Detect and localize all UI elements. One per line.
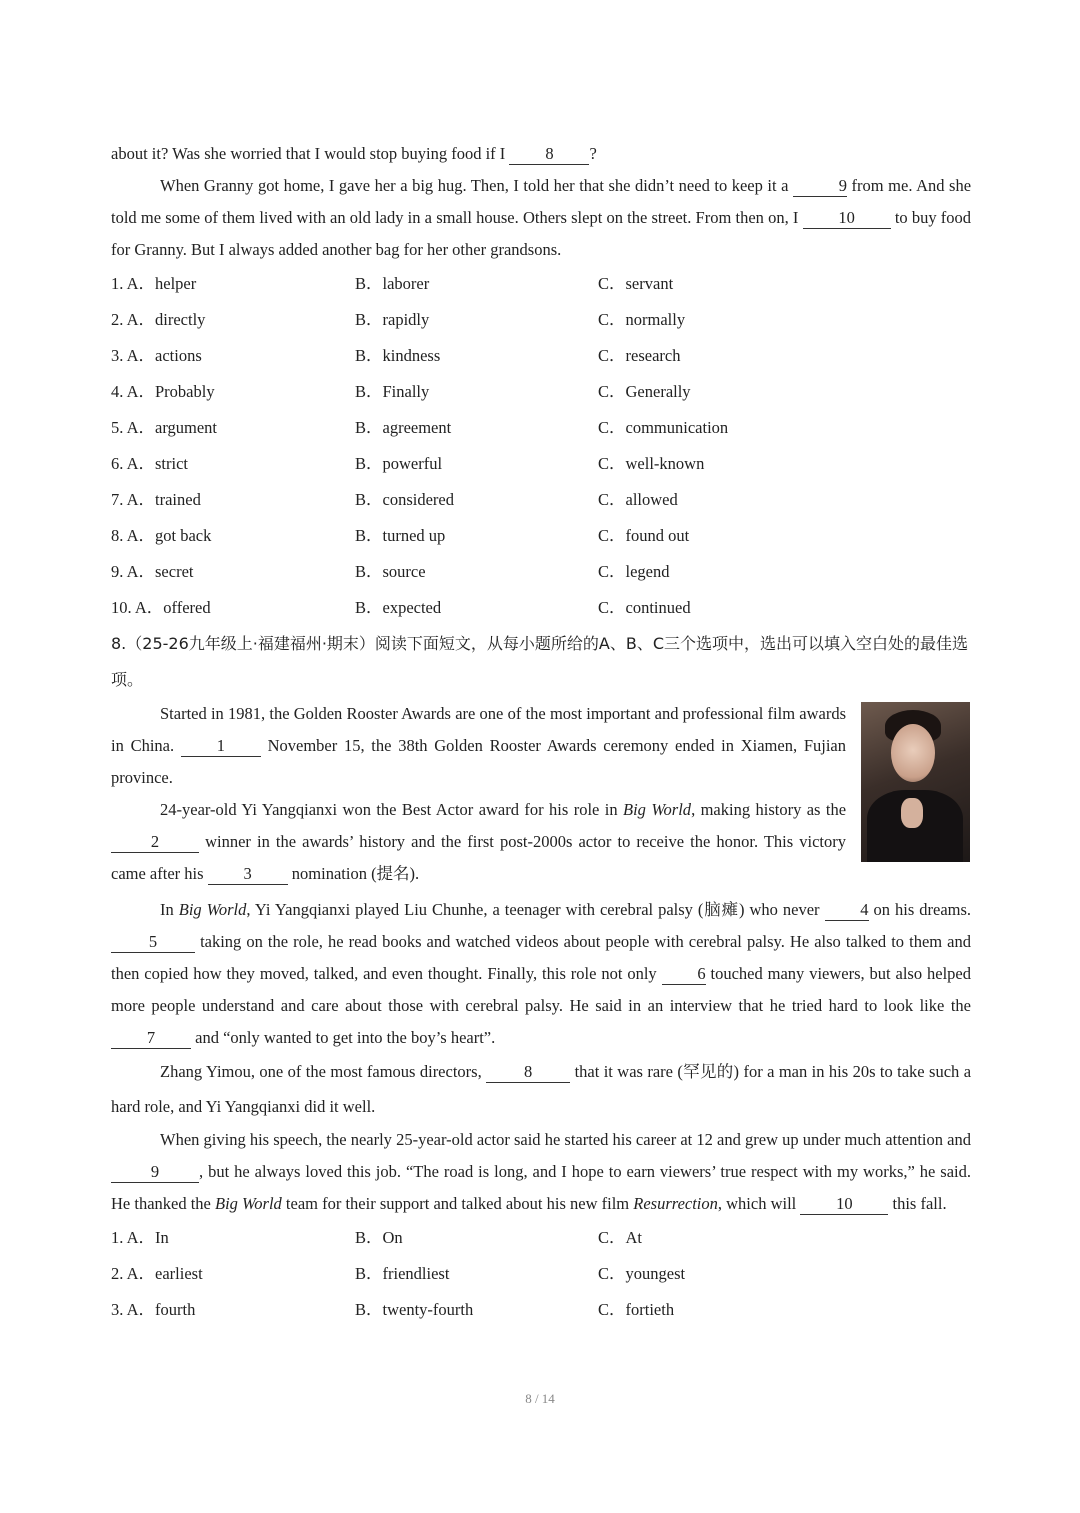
option-a bbox=[111, 1220, 169, 1256]
option-c: C．communication bbox=[598, 418, 729, 437]
option-c: C．Generally bbox=[598, 382, 691, 401]
option-a bbox=[111, 446, 188, 482]
answer-blank: 1 bbox=[181, 736, 261, 757]
article-paragraph bbox=[111, 1054, 971, 1124]
article-paragraph bbox=[111, 1124, 971, 1220]
question-number: 3. bbox=[111, 1300, 124, 1319]
option-b: B．turned up bbox=[355, 526, 446, 545]
option-b: B．On bbox=[355, 1228, 403, 1247]
text-line: nomination (提名). bbox=[291, 864, 420, 883]
option-b: B．agreement bbox=[355, 418, 452, 437]
option-c: C．legend bbox=[598, 562, 670, 581]
option-c: C．servant bbox=[598, 274, 674, 293]
article bbox=[111, 698, 971, 1220]
option-row bbox=[111, 446, 971, 482]
answer-blank: 3 bbox=[208, 864, 288, 885]
option-b: B．Finally bbox=[355, 382, 430, 401]
text-line: When Granny got home, I gave her a big hug. Then, I told her that she didn’t need to keep it a bbox=[160, 176, 789, 195]
option-c: C．continued bbox=[598, 598, 691, 617]
option-row bbox=[111, 482, 971, 518]
text-line: about it? Was she worried that I would stop buying food if I bbox=[111, 144, 506, 163]
photo-face bbox=[891, 724, 935, 782]
passage-paragraph bbox=[111, 170, 971, 266]
question-heading: 8.（25-26九年级上·福建福州·期末）阅读下面短文，从每小题所给的A、B、C三个选项中，选出可以填入空白处的最佳选项。 bbox=[111, 634, 969, 689]
text-line: , but he always loved this job. “The road is long, and I hope to earn viewers’ true respect with my works,” he said. He thanked the bbox=[111, 1162, 971, 1213]
text-line: from me. And she told me some of them lived with an old lady in a small house. Others slept on the street. From then on, I bbox=[111, 176, 972, 227]
actor-photo bbox=[861, 702, 970, 862]
option-b: B．powerful bbox=[355, 454, 443, 473]
option-b: B．source bbox=[355, 562, 426, 581]
option-c: C．fortieth bbox=[598, 1300, 675, 1319]
option-a-text: A．trained bbox=[126, 490, 201, 509]
option-row bbox=[111, 590, 971, 626]
option-a bbox=[111, 266, 196, 302]
option-a-text: A．actions bbox=[126, 346, 202, 365]
question-number: 10. bbox=[111, 598, 132, 617]
option-a bbox=[111, 482, 201, 518]
answer-blank: 4 bbox=[825, 900, 869, 921]
answer-blank: 9 bbox=[793, 176, 847, 197]
option-row bbox=[111, 266, 971, 302]
option-a bbox=[111, 338, 202, 374]
question-number: 2. bbox=[111, 1264, 124, 1283]
option-a bbox=[111, 518, 211, 554]
option-a-text: A．directly bbox=[126, 310, 206, 329]
answer-blank: 10 bbox=[800, 1194, 888, 1215]
answer-blank: 8 bbox=[509, 144, 589, 165]
option-c: C．At bbox=[598, 1228, 643, 1247]
option-a-text: A．fourth bbox=[126, 1300, 196, 1319]
article-paragraph bbox=[111, 698, 846, 794]
text-line: that it was rare (罕见的) for a man in his 20s to take such a hard role, and Yi Yangqianxi did it well. bbox=[111, 1062, 972, 1116]
option-row bbox=[111, 518, 971, 554]
text-line: Started in 1981, the Golden Rooster Awards are one of the most important and professional film awards in China. bbox=[111, 704, 846, 755]
film-title: Big World bbox=[178, 900, 247, 919]
option-a-text: A．earliest bbox=[126, 1264, 203, 1283]
wrapped-text bbox=[111, 698, 846, 890]
option-b: B．friendliest bbox=[355, 1264, 450, 1283]
answer-blank: 6 bbox=[662, 964, 706, 985]
options-list bbox=[111, 266, 971, 626]
article-paragraph bbox=[111, 794, 846, 890]
question-number: 9. bbox=[111, 562, 124, 581]
option-row bbox=[111, 374, 971, 410]
option-a-text: A．Probably bbox=[126, 382, 215, 401]
answer-blank: 5 bbox=[111, 932, 195, 953]
option-a bbox=[111, 1256, 203, 1292]
film-title: Big World bbox=[623, 800, 692, 819]
option-b: B．expected bbox=[355, 598, 442, 617]
option-b: B．rapidly bbox=[355, 310, 430, 329]
option-row bbox=[111, 1256, 971, 1292]
option-a-text: A．argument bbox=[126, 418, 218, 437]
question-number: 8. bbox=[111, 526, 124, 545]
film-title: Resurrection bbox=[633, 1194, 718, 1213]
option-b: B．kindness bbox=[355, 346, 441, 365]
question-number: 1. bbox=[111, 274, 124, 293]
option-a bbox=[111, 374, 215, 410]
text-line: this fall. bbox=[892, 1194, 947, 1213]
option-c: C．found out bbox=[598, 526, 690, 545]
text-line: , which will bbox=[717, 1194, 797, 1213]
option-a bbox=[111, 1292, 195, 1328]
option-c: C．allowed bbox=[598, 490, 678, 509]
answer-blank: 10 bbox=[803, 208, 891, 229]
option-row bbox=[111, 554, 971, 590]
text-line: to buy food for Granny. But I always added another bag for her other grandsons. bbox=[111, 208, 972, 259]
option-b: B．considered bbox=[355, 490, 454, 509]
passage-text bbox=[111, 138, 971, 170]
option-row bbox=[111, 338, 971, 374]
option-c: C．normally bbox=[598, 310, 686, 329]
option-a-text: A．strict bbox=[126, 454, 189, 473]
option-a-text: A．In bbox=[126, 1228, 169, 1247]
text-line: Zhang Yimou, one of the most famous directors, bbox=[160, 1062, 482, 1081]
photo-hand bbox=[901, 798, 923, 828]
answer-blank: 8 bbox=[486, 1062, 570, 1083]
question-number: 2. bbox=[111, 310, 124, 329]
text-line: In bbox=[160, 900, 174, 919]
page-number: 8 / 14 bbox=[525, 1391, 555, 1406]
text-line: on his dreams. bbox=[873, 900, 972, 919]
option-b: B．twenty-fourth bbox=[355, 1300, 474, 1319]
option-a bbox=[111, 410, 217, 446]
option-a bbox=[111, 302, 205, 338]
text-line: taking on the role, he read books and watched videos about people with cerebral palsy. He also talked to them and then copied how they moved, talked, and even thought. Finally, this role not only bbox=[111, 932, 971, 983]
question-number: 4. bbox=[111, 382, 124, 401]
option-a bbox=[111, 554, 193, 590]
option-row bbox=[111, 1292, 971, 1328]
text-line: winner in the awards’ history and the first post-2000s actor to receive the honor. This victory came after his bbox=[111, 832, 847, 883]
option-row bbox=[111, 1220, 971, 1256]
option-a bbox=[111, 590, 211, 626]
answer-blank: 2 bbox=[111, 832, 199, 853]
punct: ? bbox=[589, 144, 597, 163]
question-number: 3. bbox=[111, 346, 124, 365]
answer-blank: 7 bbox=[111, 1028, 191, 1049]
option-b: B．laborer bbox=[355, 274, 430, 293]
option-c: C．youngest bbox=[598, 1264, 686, 1283]
question-number: 1. bbox=[111, 1228, 124, 1247]
option-a-text: A．offered bbox=[134, 598, 211, 617]
article-paragraph bbox=[111, 894, 971, 1054]
text-line: , Yi Yangqianxi played Liu Chunhe, a teenager with cerebral palsy (脑瘫) who never bbox=[246, 900, 820, 919]
text-line: November 15, the 38th Golden Rooster Awards ceremony ended in Xiamen, Fujian province. bbox=[111, 736, 846, 787]
text-line: , making history as the bbox=[691, 800, 847, 819]
answer-blank: 9 bbox=[111, 1162, 199, 1183]
text-line: and “only wanted to get into the boy’s heart”. bbox=[195, 1028, 496, 1047]
question-number: 5. bbox=[111, 418, 124, 437]
page-content bbox=[111, 138, 971, 1328]
option-c: C．research bbox=[598, 346, 681, 365]
text-line: team for their support and talked about his new film bbox=[285, 1194, 630, 1213]
option-c: C．well-known bbox=[598, 454, 705, 473]
option-a-text: A．helper bbox=[126, 274, 197, 293]
option-row bbox=[111, 410, 971, 446]
film-title: Big World bbox=[215, 1194, 282, 1213]
text-line: 24-year-old Yi Yangqianxi won the Best Actor award for his role in bbox=[160, 800, 618, 819]
text-line: When giving his speech, the nearly 25-year-old actor said he started his career at 12 and grew up under much attention and bbox=[160, 1130, 971, 1149]
options-list bbox=[111, 1220, 971, 1328]
option-a-text: A．secret bbox=[126, 562, 194, 581]
option-a-text: A．got back bbox=[126, 526, 212, 545]
option-row bbox=[111, 302, 971, 338]
question-number: 7. bbox=[111, 490, 124, 509]
question-number: 6. bbox=[111, 454, 124, 473]
text-line: touched many viewers, but also helped more people understand and care about those with cerebral palsy. He said in an interview that he tried hard to look like the bbox=[111, 964, 971, 1015]
